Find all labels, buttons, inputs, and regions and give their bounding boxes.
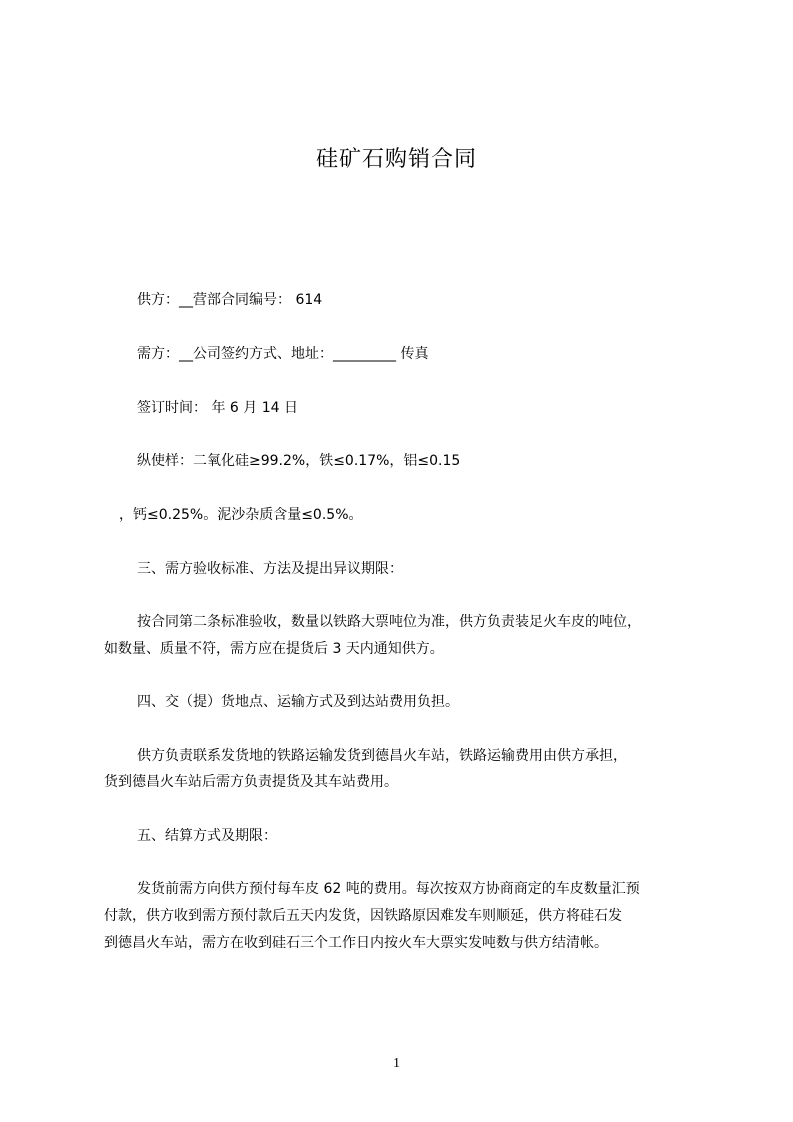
- section5-paragraph-line-2: 付款，供方收到需方预付款后五天内发货，因铁路原因难发车则顺延，供方将硅石发: [104, 908, 622, 924]
- buyer-line: 需方：__公司签约方式、地址：_________ 传真: [137, 346, 429, 362]
- section3-paragraph-line-2: 如数量、质量不符，需方应在提货后 3 天内通知供方。: [104, 641, 444, 657]
- section3-paragraph-line-1: 按合同第二条标准验收，数量以铁路大票吨位为准，供方负责装足火车皮的吨位，: [137, 614, 641, 630]
- supplier-line: 供方：__营部合同编号： 614: [137, 292, 323, 308]
- section3-heading: 三、需方验收标准、方法及提出异议期限：: [137, 561, 403, 577]
- section5-paragraph-line-3: 到德昌火车站，需方在收到硅石三个工作日内按火车大票实发吨数与供方结清帐。: [104, 935, 608, 951]
- section4-paragraph-line-2: 货到德昌火车站后需方负责提货及其车站费用。: [104, 774, 398, 790]
- section5-paragraph-line-1: 发货前需方向供方预付每车皮 62 吨的费用。每次按双方协商商定的车皮数量汇预: [137, 881, 640, 897]
- section4-heading: 四、交（提）货地点、运输方式及到达站费用负担。: [137, 694, 459, 710]
- sample-spec-line-2: ，钙≤0.25%。泥沙杂质含量≤0.5%。: [119, 507, 363, 523]
- signing-time-line: 签订时间： 年 6 月 14 日: [137, 400, 298, 416]
- page-number: 1: [393, 1056, 400, 1071]
- section4-paragraph-line-1: 供方负责联系发货地的铁路运输发货到德昌火车站，铁路运输费用由供方承担，: [137, 748, 627, 764]
- sample-spec-line-1: 纵使样：二氧化硅≥99.2%，铁≤0.17%，铝≤0.15: [137, 453, 461, 469]
- document-title: 硅矿石购销合同: [315, 147, 477, 172]
- section5-heading: 五、结算方式及期限：: [137, 828, 277, 844]
